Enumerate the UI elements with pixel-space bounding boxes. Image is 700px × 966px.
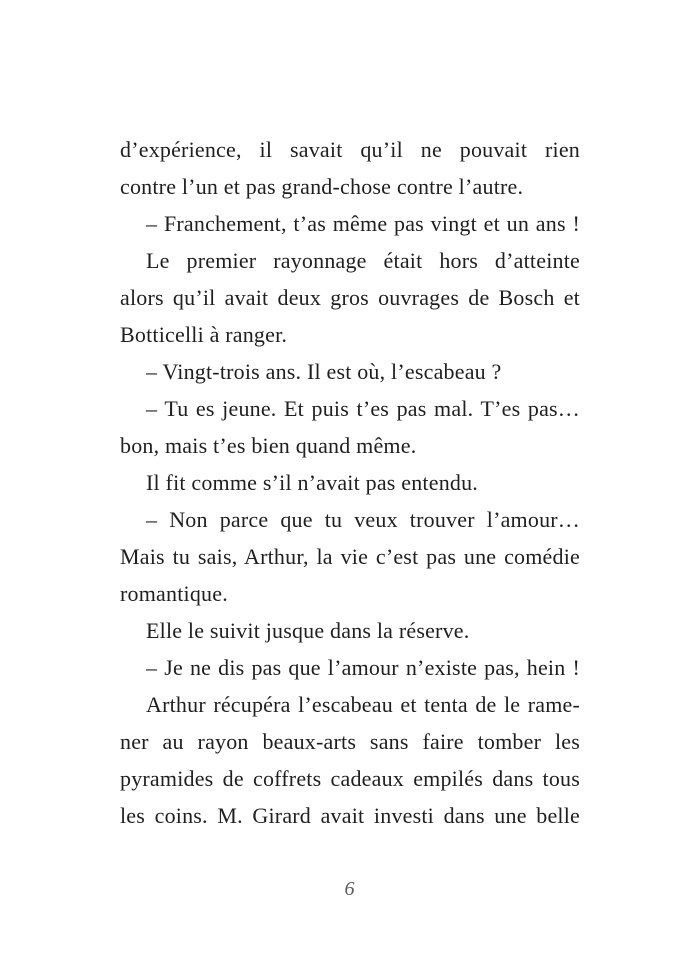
text-line: – Franchement, t’as même pas vingt et un ans ! [146,211,580,236]
paragraph [120,131,580,205]
text-line: contre l’un et pas grand-chose contre l’autre. [120,174,524,199]
text-line: pyramides de coffrets cadeaux empilés dans tous [120,766,580,791]
text-line: Arthur récupéra l’escabeau et tenta de le rame- [146,692,580,717]
text-line: Il fit comme s’il n’avait pas entendu. [146,470,479,495]
text-line: Elle le suivit jusque dans la réserve. [146,618,470,643]
text-line: bon, mais t’es bien quand même. [120,433,417,458]
text-line: romantique. [120,581,228,606]
paragraph [120,612,580,649]
text-line: – Je ne dis pas que l’amour n’existe pas, hein ! [146,655,580,680]
text-line: Mais tu sais, Arthur, la vie c’est pas une comédie [120,544,580,569]
paragraph-dialogue [120,353,580,390]
text-line: Botticelli à ranger. [120,322,288,347]
paragraph-dialogue [120,501,580,612]
text-line: ner au rayon beaux-arts sans faire tomber les [120,729,580,754]
paragraph-dialogue [120,649,580,686]
page-text-block [120,131,580,834]
paragraph [120,242,580,353]
paragraph [120,686,580,834]
text-line: d’expérience, il savait qu’il ne pouvait rien [120,137,580,162]
paragraph-dialogue [120,205,580,242]
text-line: – Tu es jeune. Et puis t’es pas mal. T’es pas… [146,396,580,421]
text-line: – Vingt-trois ans. Il est où, l’escabeau ? [146,359,502,384]
text-line: les coins. M. Girard avait investi dans une belle [120,803,580,828]
text-line: Le premier rayonnage était hors d’atteinte [146,248,580,273]
page-number: 6 [344,878,356,900]
paragraph-dialogue [120,390,580,464]
text-line: alors qu’il avait deux gros ouvrages de Bosch et [120,285,580,310]
paragraph [120,464,580,501]
page-footer [0,874,700,904]
text-line: – Non parce que tu veux trouver l’amour… [146,507,580,532]
